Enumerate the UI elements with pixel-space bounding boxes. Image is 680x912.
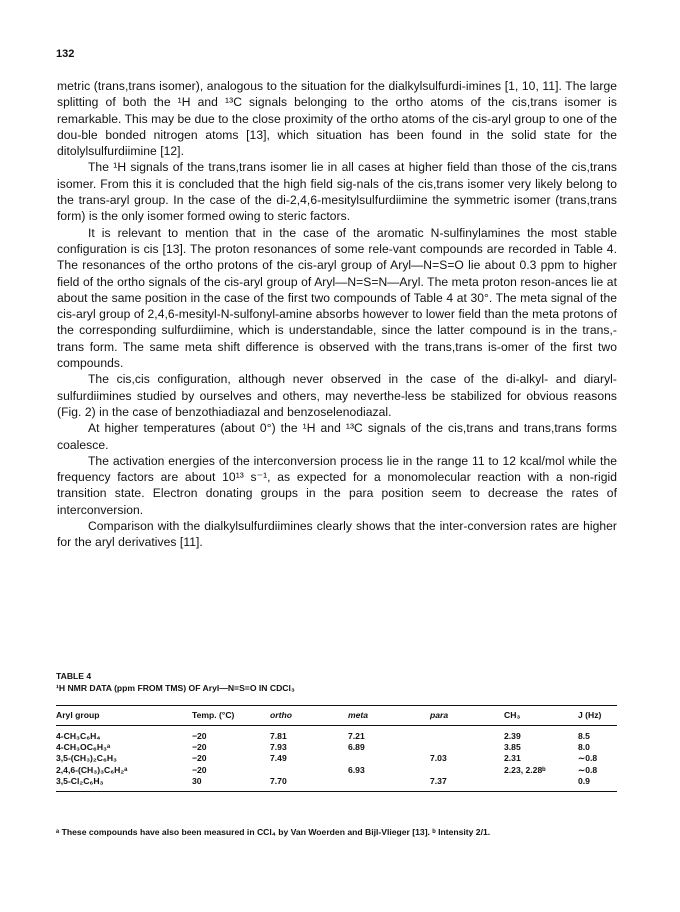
table-cell: 7.37 [430,776,504,792]
nmr-data-table [56,705,617,792]
body-text [57,78,617,551]
table-cell: 7.81 [270,731,287,741]
table-cell: 2.39 [504,731,521,741]
column-header-para: para [430,706,504,726]
table-cell: 3,5-Cl₂C₆H₃ [56,776,192,792]
table-cell: 6.89 [348,742,365,753]
paragraph-6: The activation energies of the interconversion process lie in the range 11 to 12 kcal/mol while the frequency factors are about 10¹³ s⁻¹, as expected for a monomolecular reaction with a non-rigid transition state. Electron donating groups in the para position seem to decrease the rates of interconversion. [57,453,617,517]
table-row [56,765,617,776]
column-header-meta: meta [348,706,430,726]
table-cell: 3,5-(CH₃)₂C₆H₃ [56,753,118,764]
table-cell [430,765,504,776]
table-row [56,753,617,764]
table-cell: 4-CH₃C₆H₄ [56,731,101,741]
table-cell [270,765,348,776]
table-cell: ∼0.8 [578,753,598,764]
table-cell: 7.49 [270,753,287,764]
table-cell: ∼0.8 [578,764,598,775]
table-cell: 4-CH₃OC₆H₃ᵃ [56,742,111,753]
table-cell: 7.70 [270,776,348,792]
paragraph-1: metric (trans,trans isomer), analogous to the situation for the dialkylsulfurdi-imines [1, 10, 11]. The large splitting of both the ¹H and ¹³C signals belonging to the ortho atoms of the cis,trans isomer is remarkable. This may be due to the close proximity of the ortho atoms of the cis-aryl group to one of the dou-ble bonded nitrogen atoms [13], which situation has been found in the solid state for the ditolylsulfurdiimine [12]. [57,79,617,159]
column-header-temp: Temp. (°C) [192,706,270,726]
table-cell [430,742,504,753]
table-cell: 7.03 [430,753,447,764]
paragraph-5: At higher temperatures (about 0°) the ¹H and ¹³C signals of the cis,trans and trans,trans forms coalesce. [57,421,617,452]
table-row [56,776,617,792]
table-header-row [56,706,617,726]
table-cell: 8.5 [578,731,590,741]
table-cell: 8.0 [578,742,590,753]
table-cell: −20 [192,753,207,764]
column-header-aryl-group: Aryl group [56,706,192,726]
table-label: TABLE 4 [56,671,92,681]
table-caption [56,670,616,694]
table-cell: −20 [192,764,207,775]
table-title: ¹H NMR DATA (ppm FROM TMS) OF Aryl—N=S=O IN CDCl₃ [56,683,295,693]
paragraph-2: The ¹H signals of the trans,trans isomer lie in all cases at higher field than those of the cis,trans isomer. From this it is concluded that the high field sig-nals of the cis,trans isomer very likely belong to the trans-aryl group. In the case of the di-2,4,6-mesitylsulfurdiimine the symmetric isomer (trans,trans form) is the only isomer formed owing to steric factors. [57,160,617,224]
paragraph-7: Comparison with the dialkylsulfurdiimines clearly shows that the inter-conversion rates are higher for the aryl derivatives [11]. [57,519,617,550]
table-row [56,742,617,753]
table-cell [504,776,578,792]
table-cell [348,753,430,764]
table-cell: 7.21 [348,731,365,741]
table-cell: 3.85 [504,742,521,753]
table-cell: −20 [192,742,207,753]
table-cell: 2,4,6-(CH₃)₃C₆H₂ᵃ [56,764,128,775]
column-header-ortho: ortho [270,706,348,726]
paragraph-4: The cis,cis configuration, although never observed in the case of the di-alkyl- and diaryl-sulfurdiimines studied by ourselves and others, may neverthe-less be stabilized for obvious reasons (Fig. 2) in the case of benzothiadiazal and benzoselenodiazal. [57,372,617,419]
table-footnote: ᵃ These compounds have also been measured in CCl₄ by Van Woerden and Bijl-Vlieger [13]. ᵇ Intensity 2/1. [56,827,491,837]
table-cell: 2.23, 2.28ᵇ [504,764,546,775]
table-cell [348,776,430,792]
table-cell: 2.31 [504,753,521,764]
table-cell: 30 [192,776,270,792]
column-header-ch3: CH₃ [504,706,578,726]
table-cell [430,726,504,743]
table-cell: −20 [192,731,207,741]
column-header-j: J (Hz) [578,706,617,726]
table-row [56,726,617,743]
table-cell: 6.93 [348,764,365,775]
paragraph-3: It is relevant to mention that in the case of the aromatic N-sulfinylamines the most stable configuration is cis [13]. The proton resonances of some rele-vant compounds are recorded in Table 4. The resonances of the ortho protons of the cis-aryl group of Aryl—N=S=O lie about 0.3 ppm to higher field of the ortho signals of the cis-aryl group of Aryl—N=S=N—Aryl. The meta proton reson-ances lie at about the same position in the case of the first two compounds of Table 4 at 30°. The meta signal of the cis-aryl group of 2,4,6-mesityl-N-sulfonyl-amine absorbs however to lower field than the meta protons of the corresponding sulfurdiimine, which is understandable, since the latter compound is in the trans,-trans form. The same meta shift difference is observed with the trans,trans is-omer of the first two compounds. [57,225,617,371]
table-cell: 0.9 [578,776,617,792]
table-cell: 7.93 [270,742,287,753]
page-number: 132 [56,48,75,60]
